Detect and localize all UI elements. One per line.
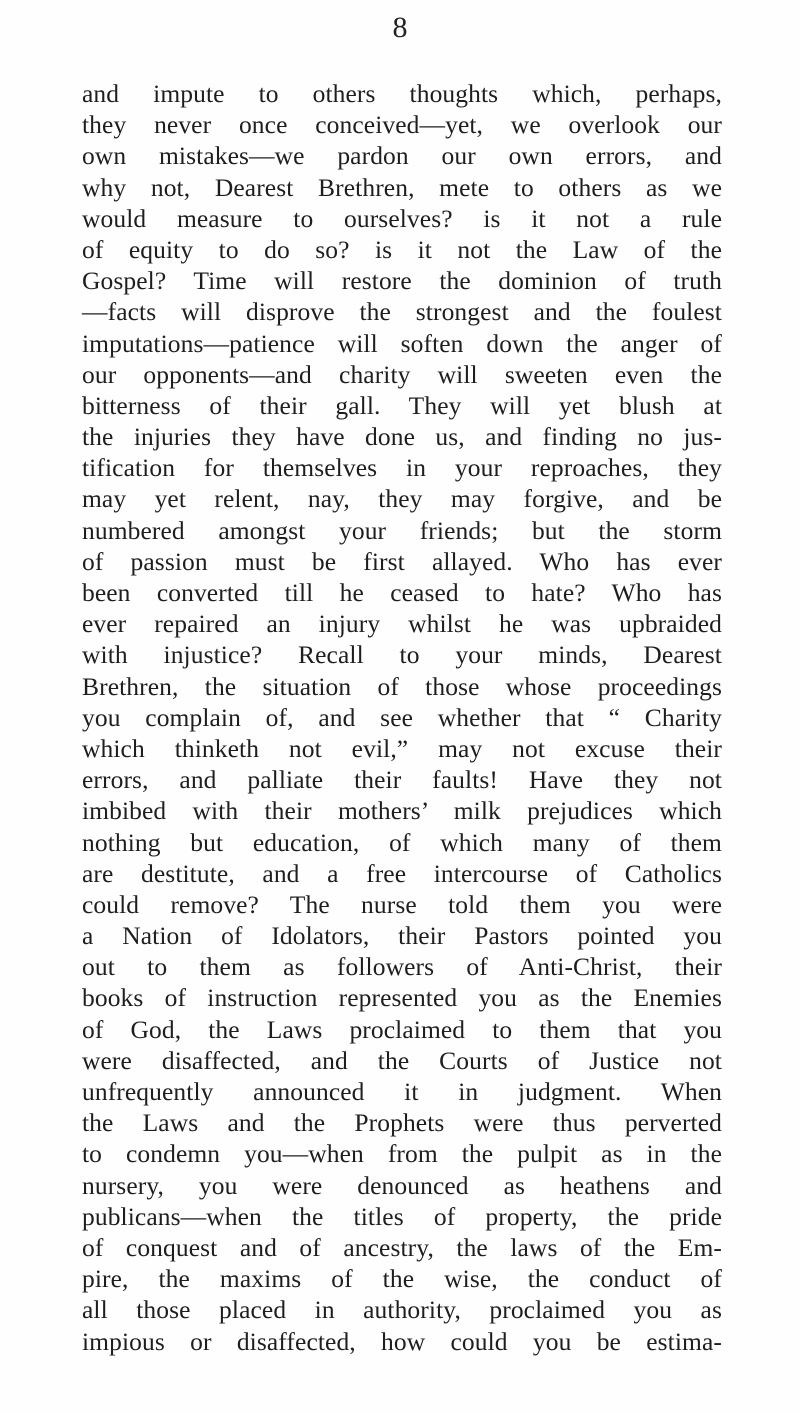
body-text <box>82 78 722 1357</box>
text-line: of passion must be first allayed. Who has ever <box>82 546 722 576</box>
text-line: of conquest and of ancestry, the laws of the Em- <box>82 1232 722 1262</box>
text-line: unfrequently announced it in judgment. When <box>82 1077 722 1106</box>
text-line: all those placed in authority, proclaimed you as <box>82 1295 722 1325</box>
text-line: are destitute, and a free intercourse of Catholics <box>82 858 722 888</box>
text-line: a Nation of Idolators, their Pastors pointed you <box>82 921 722 951</box>
text-line: of God, the Laws proclaimed to them that you <box>82 1014 722 1044</box>
text-line: out to them as followers of Anti-Christ, their <box>82 952 722 982</box>
text-line: they never once conceived—yet, we overlook our <box>82 110 722 140</box>
text-line: the injuries they have done us, and finding no jus- <box>82 422 722 452</box>
text-line: own mistakes—we pardon our own errors, and <box>82 141 722 171</box>
text-line: —facts will disprove the strongest and the foulest <box>82 297 722 327</box>
text-line: ever repaired an injury whilst he was upbraided <box>82 609 722 639</box>
page-number: 8 <box>392 11 408 44</box>
text-line: the Laws and the Prophets were thus perverted <box>82 1108 722 1138</box>
text-line: with injustice? Recall to your minds, Dearest <box>82 640 722 670</box>
text-line: you complain of, and see whether that “ Charity <box>82 702 722 732</box>
text-line: would measure to ourselves? is it not a rule <box>82 203 722 233</box>
text-line: books of instruction represented you as the Enemies <box>82 983 722 1013</box>
text-line: why not, Dearest Brethren, mete to others as we <box>82 172 722 202</box>
text-line: pire, the maxims of the wise, the conduct of <box>82 1264 722 1294</box>
text-line: nothing but education, of which many of them <box>82 827 722 857</box>
text-line: to condemn you—when from the pulpit as in the <box>82 1139 722 1169</box>
text-line: Gospel? Time will restore the dominion of truth <box>82 266 722 296</box>
text-line: been converted till he ceased to hate? Who has <box>82 578 722 607</box>
text-line: Brethren, the situation of those whose proceedings <box>82 671 722 701</box>
text-line: of equity to do so? is it not the Law of the <box>82 234 722 264</box>
text-line: publicans—when the titles of property, the pride <box>82 1201 722 1231</box>
text-line: errors, and palliate their faults! Have they not <box>82 765 722 795</box>
text-line: could remove? The nurse told them you were <box>82 889 722 919</box>
text-line: imputations—patience will soften down the anger of <box>82 328 722 358</box>
text-line: may yet relent, nay, they may forgive, and be <box>82 484 722 514</box>
text-line: numbered amongst your friends; but the storm <box>82 515 722 545</box>
text-line: tification for themselves in your reproaches, they <box>82 453 722 483</box>
text-line: nursery, you were denounced as heathens and <box>82 1170 722 1200</box>
text-line: imbibed with their mothers’ milk prejudices which <box>82 796 722 826</box>
text-line: and impute to others thoughts which, perhaps, <box>82 79 722 108</box>
text-line: impious or disaffected, how could you be estima- <box>82 1326 722 1356</box>
text-line: which thinketh not evil,” may not excuse their <box>82 733 722 763</box>
text-line: bitterness of their gall. They will yet blush at <box>82 390 722 420</box>
text-line: were disaffected, and the Courts of Justice not <box>82 1045 722 1075</box>
text-line: our opponents—and charity will sweeten even the <box>82 359 722 389</box>
